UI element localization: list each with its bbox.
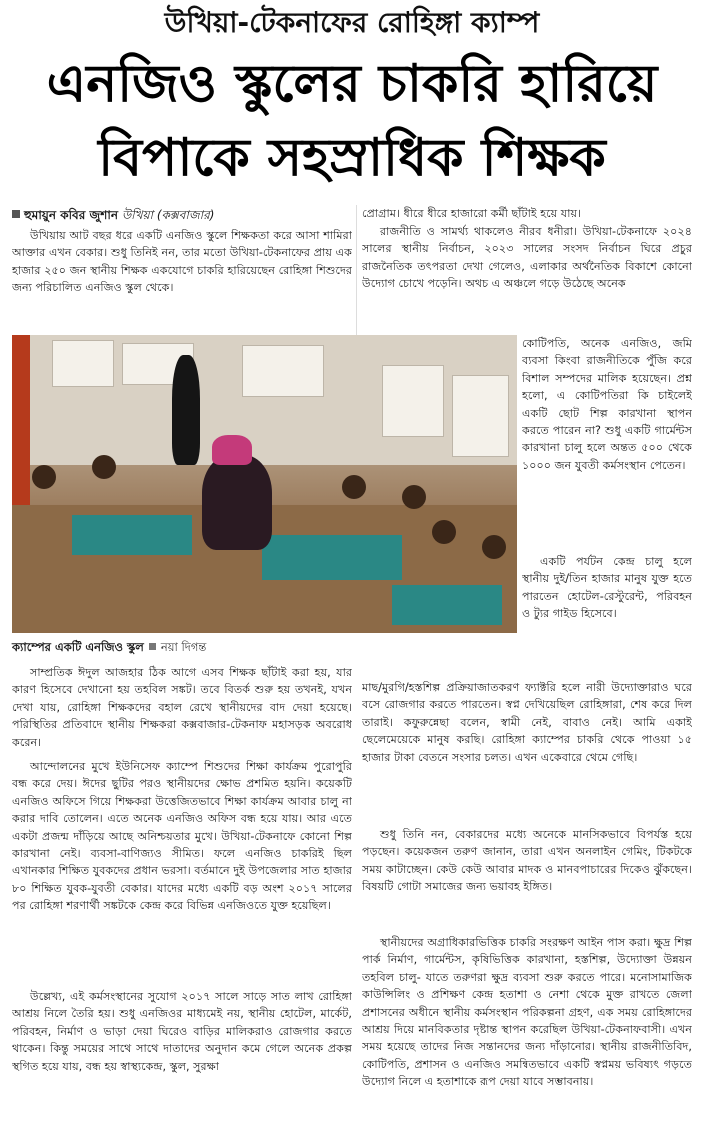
photo-poster [452, 375, 509, 457]
article-paragraph-right-top-2: রাজনীতি ও সামর্থ্য থাকলেও নীরব ধনীরা। উখিয়া-টেকনাফে ২০২৪ সালের স্থানীয় নির্বাচন, ২০২৩ সালের সংসদ নির্বাচন ঘিরে প্রচুর রাজনৈতিক তৎপরতা দেখা গেলেও, এলাকার অর্থনৈতিক বিকাশে কোনো উদ্যোগ চোখে পড়েনি। অথচ এ অঞ্চলে গড়ে উঠেছে অনেক [362, 225, 692, 291]
article-paragraph-intro: উখিয়ায় আট বছর ধরে একটি এনজিও স্কুলে শিক্ষকতা করে আসা শামিরা আক্তার এখন বেকার। শুধু তিনিই নন, তার মতো উখিয়া-টেকনাফের প্রায় এক হাজার ২৫০ জন স্থানীয় শিক্ষক একযোগে চাকরি হারিয়েছেন রোহিঙ্গা শিশুদের জন্য পরিচালিত এনজিও স্কুল থেকে। [12, 229, 352, 295]
photo-child [92, 455, 116, 479]
photo-poster [52, 340, 114, 387]
headline-line-1: এনজিও স্কুলের চাকরি হারিয়ে [46, 54, 658, 114]
bullet-square-icon [149, 643, 156, 650]
bullet-square-icon [12, 210, 20, 218]
photo-child [402, 485, 426, 509]
photo-poster [382, 365, 444, 437]
photo-teacher-scarf [212, 435, 252, 465]
photo-mat [262, 535, 402, 580]
photo-poster [242, 345, 324, 397]
photo-caption-text: ক্যাম্পের একটি এনজিও স্কুল [12, 640, 144, 654]
headline-line-2: বিপাকে সহস্রাধিক শিক্ষক [98, 128, 606, 188]
article-paragraph-right-main-2: শুধু তিনি নন, বেকারদের মধ্যে অনেকে মানসিকভাবে বিপর্যস্ত হয়ে পড়ছেন। কয়েকজন তরুণ জানান, তারা এখন অনলাইন গেমিং, টিকটকে সময় কাটাচ্ছেন। কেউ কেউ আবার মাদক ও মানবপাচারের দিকেও ঝুঁকছেন। বিষয়টি গোটা সমাজের জন্য ভয়াবহ ইঙ্গিত। [362, 828, 692, 894]
photo-child [342, 475, 366, 499]
photo-child [482, 535, 506, 559]
article-paragraph-right-narrow-1: কোটিপতি, অনেক এনজিও, জমি ব্যবসা কিংবা রাজনীতিকে পুঁজি করে বিশাল সম্পদের মালিক হয়েছেন। প্রশ্ন হলো, এ কোটিপতিরা কি চাইলেই একটি ছোট শিল্প কারখানা স্থাপন করতে পারেন না? শুধু একটি গার্মেন্টস কারখানা চালু হলে অন্তত ৫০০ থেকে ১০০০ জন যুবতী কর্মসংস্থান পেতেন। [522, 337, 692, 472]
photo-teacher [202, 455, 272, 550]
article-paragraph-right-main-3: স্থানীয়দের অগ্রাধিকারভিত্তিক চাকরি সংরক্ষণ আইন পাস করা। ক্ষুদ্র শিল্প পার্ক নির্মাণ, গার্মেন্টস, কৃষিভিত্তিক কারখানা, হস্তশিল্প, উদ্যোক্তা উন্নয়ন তহবিল চালু- যাতে তরুণরা ক্ষুদ্র ব্যবসা শুরু করতে পারে। মনোসামাজিক কাউন্সিলিং ও প্রশিক্ষণ কেন্দ্র হতাশা ও নেশা থেকে মুক্ত রাখতে জেলা প্রশাসনের অধীনে স্থানীয় কর্মসংস্থান পরিকল্পনা গ্রহণ, এক সময় রোহিঙ্গাদের আশ্রয় দিয়ে মানবিকতার দৃষ্টান্ত স্থাপন করেছিল উখিয়া-টেকনাফবাসী। এখন সময় হয়েছে তাদের নিজ সন্তানদের জন্য দাঁড়ানোর। স্থানীয় রাজনীতিবিদ, কোটিপতি, প্রশাসন ও এনজিও সমন্বিতভাবে একটি স্বপ্নময় ভবিষ্যৎ গড়তে উদ্যোগ নিলে এ হতাশাকে রূপ দেয়া যাবে সম্ভাবনায়। [362, 936, 692, 1089]
article-paragraph-left-main-1: সাম্প্রতিক ঈদুল আজহার ঠিক আগে এসব শিক্ষক ছাঁটাই করা হয়, যার কারণ হিসেবে দেখানো হয় তহবিল সঙ্কট। তবে বিতর্ক শুরু হয় তখনই, যখন দেখা যায়, রোহিঙ্গা শিক্ষকদের বহাল রেখে স্থানীয়দের বাদ দেয়া হয়েছে। পরিস্থিতির প্রতিবাদে স্থানীয় শিক্ষকরা কক্সবাজার-টেকনাফ মহাসড়ক অবরোধ করেন। [12, 666, 352, 749]
article-paragraph-right-narrow-2: একটি পর্যটন কেন্দ্র চালু হলে স্থানীয় দুই/তিন হাজার মানুষ যুক্ত হতে পারতেন হোটেল-রেস্টুরেন্ট, পরিবহন ও ট্যুর গাইড হিসেবে। [522, 555, 692, 621]
photo-caption [12, 638, 517, 656]
article-paragraph-right-top-1: প্রোগ্রাম। ধীরে ধীরে হাজারো কর্মী ছাঁটাই হয়ে যায়। [362, 207, 582, 220]
kicker: উখিয়া-টেকনাফের রোহিঙ্গা ক্যাম্প [164, 6, 540, 39]
photo-mat [392, 585, 502, 625]
byline-author: হুমায়ুন কবির জুশান [24, 208, 118, 222]
column-divider [356, 205, 357, 335]
photo-mat [72, 515, 192, 555]
byline [12, 205, 352, 225]
news-photo [12, 335, 517, 633]
photo-child [32, 465, 56, 489]
article-paragraph-right-main-1: মাছ/মুরগি/হস্তশিল্প প্রক্রিয়াজাতকরণ ফ্যাক্টরি হলে নারী উদ্যোক্তারাও ঘরে বসে রোজগার করতে পারতেন। স্বপ্ন দেখিয়েছিল রোহিঙ্গারা, শেষ করে দিল তারাই। কফুরুন্নেছা বলেন, স্বামী নেই, বাবাও নেই। আমি একাই ছেলেমেয়েকে মানুষ করছি। রোহিঙ্গা ক্যাম্পের চাকরি থেকে পাওয়া ১৫ হাজার টাকা বেতনে সংসার চলত। এখন একেবারে থেমে গেছি। [362, 681, 692, 764]
article-paragraph-left-main-2: আন্দোলনের মুখে ইউনিসেফ ক্যাম্পে শিশুদের শিক্ষা কার্যক্রম পুরোপুরি বন্ধ করে দেয়। ঈদের ছুটির পরও স্থানীয়দের ক্ষোভ প্রশমিত হয়নি। কয়েকটি এনজিও অফিসে গিয়ে শিক্ষকরা উত্তেজিতভাবে শিক্ষা কার্যক্রম আবার চালু না করার দাবি তোলেন। এতে অনেক এনজিও অফিস বন্ধ হয়ে যায়। আর এতে একটা প্রজন্ম দাঁড়িয়ে আছে অনিশ্চয়তার মুখে। উখিয়া-টেকনাফে কোনো শিল্প কারখানা নেই। ব্যবসা-বাণিজ্যও সীমিত। ফলে এনজিও চাকরিই ছিল এখানকার শিক্ষিত যুবকদের প্রধান ভরসা। বর্তমানে দুই উপজেলার সাত হাজার ৮০ শিক্ষিত যুবক-যুবতী বেকার। যাদের মধ্যে একটি বড় অংশ ২০১৭ সালের পর রোহিঙ্গা শরণার্থী সঙ্কটকে কেন্দ্র করে বিভিন্ন এনজিওতে যুক্ত হয়েছিল। [12, 760, 352, 913]
photo-standing-adult [172, 355, 200, 465]
byline-place: উখিয়া (কক্সবাজার) [121, 208, 215, 222]
photo-child [432, 520, 456, 544]
article-paragraph-left-main-3: উল্লেখ্য, এই কর্মসংস্থানের সুযোগ ২০১৭ সালে সাড়ে সাত লাখ রোহিঙ্গা আশ্রয় নিলে তৈরি হয়। শুধু এনজিওর মাধ্যমেই নয়, স্থানীয় হোটেল, মার্কেট, পরিবহন, নির্মাণ ও ভাড়া দেয়া ঘিরেও বাড়ির মালিকরাও রোজগার করতে থাকেন। কিন্তু সময়ের সাথে সাথে দাতাদের অনুদান কমে গেলে অনেক প্রকল্প স্থগিত হয়ে যায়, বন্ধ হয় স্বাস্থ্যকেন্দ্র, স্কুল, সুরক্ষা [12, 990, 352, 1073]
photo-credit: নয়া দিগন্ত [160, 640, 207, 654]
